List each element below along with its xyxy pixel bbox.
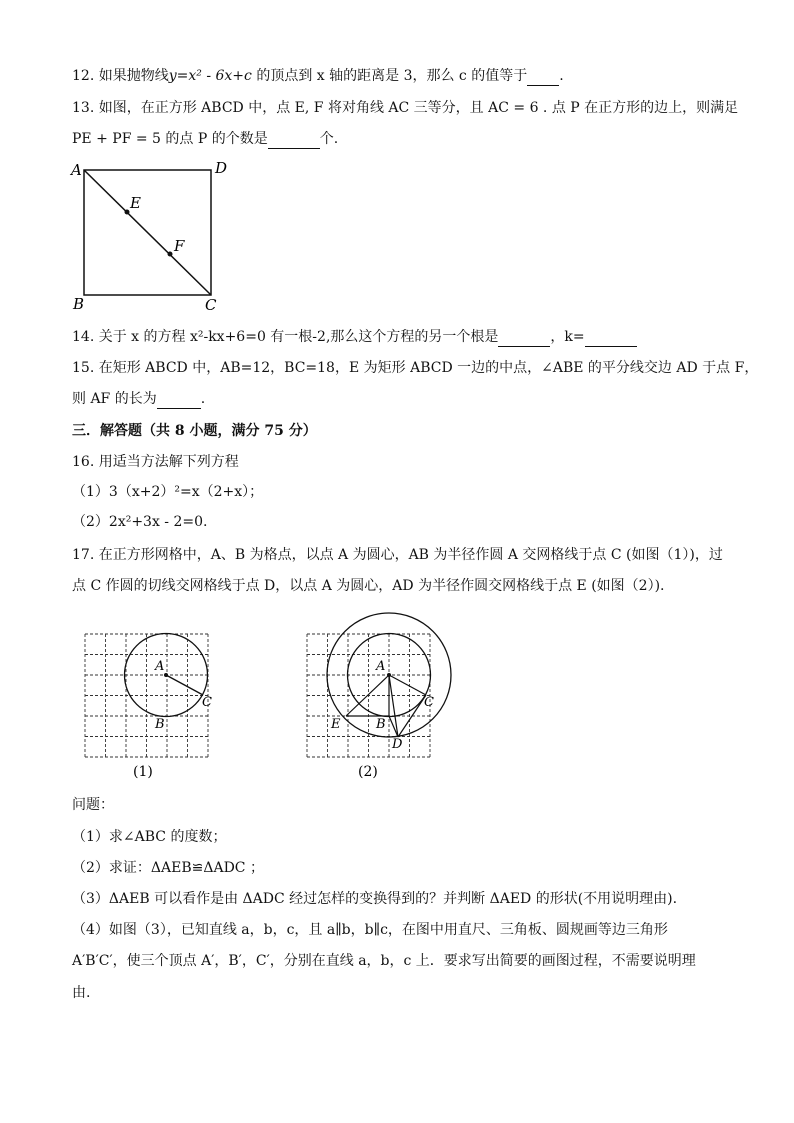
q15-line1: 15. 在矩形 ABCD 中，AB=12，BC=18，E 为矩形 ABCD 一边的中点，∠ABE 的平分线交边 AD 于点 F， (72, 360, 759, 376)
fig1-label-b: B (155, 717, 165, 732)
fig2-label-d: D (392, 737, 403, 752)
q16-part1: （1）3（x+2）²=x（2+x）； (72, 484, 264, 500)
center-a-fig1 (164, 673, 168, 677)
q15-line2-a: 则 AF 的长为 (72, 391, 157, 407)
segment-ac-fig1 (166, 675, 203, 695)
q17-sub3: （3）ΔAEB 可以看作是由 ΔADC 经过怎样的变换得到的？并判断 ΔAED 的形状(不用说明理由). (72, 891, 678, 907)
q17-sub4-line1: （4）如图（3），已知直线 a，b，c，且 a∥b，b∥c，在图中用直尺、三角板、圆规画等边三角形 (72, 922, 668, 938)
q12-text-a: 12. 如果抛物线 (72, 68, 169, 84)
q13-line2-b: 个. (319, 131, 339, 147)
fig1-label-c: C (202, 695, 212, 710)
q17-sub4-line3: 由. (72, 985, 91, 1001)
label-d: D (215, 159, 228, 177)
q17-line1: 17. 在正方形网格中，A、B 为格点，以点 A 为圆心，AB 为半径作圆 A 交网格线于点 C (如图（1）)，过 (72, 547, 723, 563)
q15-line2-b: . (200, 391, 206, 407)
label-b: B (73, 295, 85, 313)
section-3-heading: 三．解答题（共 8 小题，满分 75 分） (72, 423, 317, 439)
label-a: A (71, 161, 82, 179)
q12-end: . (559, 68, 564, 84)
q14-text-b: ，k= (550, 329, 585, 345)
q17-sub4-line2: A′B′C′，使三个顶点 A′，B′，C′，分别在直线 a，b，c 上．要求写出简要的画图过程，不需要说明理 (72, 953, 696, 969)
fig2-caption: (2) (358, 764, 378, 780)
fig2-label-e: E (331, 717, 341, 732)
q17-sub2: （2）求证：ΔAEB≌ΔADC ； (72, 860, 264, 876)
grid-figure-2 (307, 634, 430, 757)
circle-figure-1 (125, 634, 213, 733)
q14-text-a: 14. 关于 x 的方程 x²-kx+6=0 有一根-2,那么这个方程的另一个根是 (72, 329, 499, 345)
q13-line2-a: PE + PF = 5 的点 P 的个数是 (72, 131, 268, 147)
fig2-label-b: B (376, 717, 386, 732)
q17-line2: 点 C 作圆的切线交网格线于点 D，以点 A 为圆心，AD 为半径作圆交网格线于点 E (如图（2）). (72, 578, 665, 594)
q16-part2: （2）2x²+3x - 2=0. (72, 514, 208, 530)
center-a-fig2 (387, 673, 391, 677)
q13-line1: 13. 如图，在正方形 ABCD 中，点 E, F 将对角线 AC 三等分，且 AC = 6 . 点 P 在正方形的边上，则满足 (72, 100, 739, 116)
fig2-label-a: A (376, 659, 386, 674)
label-f: F (174, 237, 185, 255)
q17-question-label: 问题： (72, 797, 114, 813)
q16-title: 16. 用适当方法解下列方程 (72, 454, 239, 470)
grid-figure-1 (85, 634, 208, 757)
fig2-label-c: C (424, 695, 434, 710)
fig1-caption: (1) (133, 764, 153, 780)
fig1-label-a: A (155, 659, 165, 674)
q17-sub1: （1）求∠ABC 的度数； (72, 829, 227, 845)
q12-text-b: 的顶点到 x 轴的距离是 3，那么 c 的值等于 (251, 68, 528, 84)
q12-formula: y=x² - 6x+c (168, 68, 252, 84)
label-e: E (130, 194, 141, 212)
segment-ac (389, 675, 426, 695)
label-c: C (205, 296, 217, 314)
